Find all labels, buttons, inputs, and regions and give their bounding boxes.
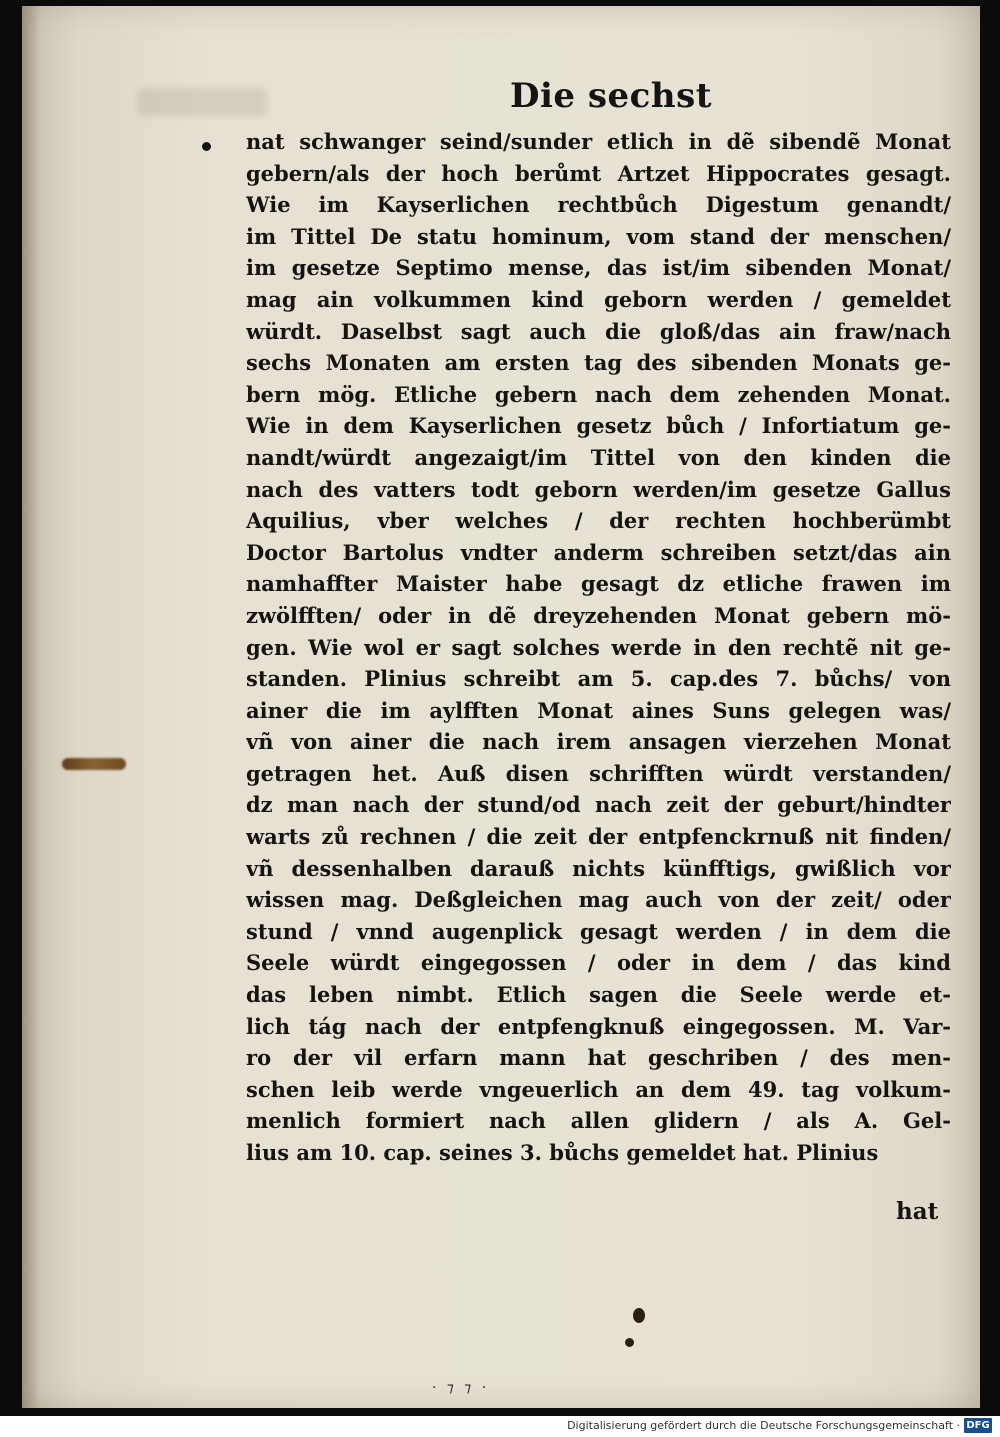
signature-mark: · ⁊ ⁊ · xyxy=(432,1380,490,1396)
text-line: zwölfften/ oder in dẽ dreyzehenden Monat gebern mö- xyxy=(246,602,951,628)
text-line: nach des vatters todt geborn werden/im gesetze Gallus xyxy=(246,476,951,502)
text-line: nandt/würdt angezaigt/im Tittel von den kinden die xyxy=(246,444,951,470)
credit-text: Digitalisierung gefördert durch die Deutsche Forschungsgemeinschaft · xyxy=(567,1419,960,1432)
text-line: würdt. Daselbst sagt auch die gloß/das ain fraw/nach xyxy=(246,318,951,344)
text-line: Doctor Bartolus vndter anderm schreiben setzt/das ain xyxy=(246,539,951,565)
text-line: wissen mag. Deßgleichen mag auch von der zeit/ oder xyxy=(246,887,951,913)
text-line: schen leib werde vngeuerlich an dem 49. tag volkum- xyxy=(246,1076,951,1102)
margin-mark-icon xyxy=(202,142,211,151)
dfg-logo-icon[interactable]: DFG xyxy=(964,1418,992,1433)
ink-spot-small xyxy=(625,1338,634,1347)
text-line: ro der vil erfarn mann hat geschriben / des men- xyxy=(246,1045,951,1071)
text-line: getragen het. Auß disen schrifften würdt verstanden/ xyxy=(246,760,951,786)
text-line: Aquilius, vber welches / der rechten hochberümbt xyxy=(246,508,951,534)
text-line: Wie in dem Kayserlichen gesetz bůch / Infortiatum ge- xyxy=(246,413,951,439)
ink-smudge xyxy=(62,758,126,770)
text-line: vñ von ainer die nach irem ansagen vierzehen Monat xyxy=(246,729,951,755)
text-line: Wie im Kayserlichen rechtbůch Digestum genandt/ xyxy=(246,192,951,218)
text-line: sechs Monaten am ersten tag des sibenden Monats ge- xyxy=(246,350,951,376)
text-line: stund / vnnd augenplick gesagt werden / in dem die xyxy=(246,918,951,944)
text-line: mag ain volkummen kind geborn werden / gemeldet xyxy=(246,286,951,312)
page-gutter-shadow xyxy=(22,6,40,1408)
text-line: warts zů rechnen / die zeit der entpfenckrnuß nit finden/ xyxy=(246,824,951,850)
text-line: gen. Wie wol er sagt solches werde in den rechtẽ nit ge- xyxy=(246,634,951,660)
text-line: lius am 10. cap. seines 3. bůchs gemeldet hat. Plinius xyxy=(246,1140,879,1165)
text-line: gebern/als der hoch berůmt Artzet Hippocrates gesagt. xyxy=(246,160,951,186)
text-line: bern mög. Etliche gebern nach dem zehenden Monat. xyxy=(246,381,951,407)
credit-bar xyxy=(0,1416,1000,1437)
text-line: im Tittel De statu hominum, vom stand der menschen/ xyxy=(246,223,951,249)
ink-spot xyxy=(633,1308,645,1323)
text-line: im gesetze Septimo mense, das ist/im sibenden Monat/ xyxy=(246,255,951,281)
text-line: nat schwanger seind/sunder etlich in dẽ sibendẽ Monat xyxy=(246,129,951,154)
text-line: Seele würdt eingegossen / oder in dem / das kind xyxy=(246,950,951,976)
text-line: menlich formiert nach allen glidern / als A. Gel- xyxy=(246,1108,951,1134)
catchword: hat xyxy=(896,1198,939,1225)
text-line: dz man nach der stund/od nach zeit der geburt/hindter xyxy=(246,792,951,818)
running-head: Die sechst xyxy=(510,76,712,116)
faded-ink-mark xyxy=(137,88,267,116)
text-line: ainer die im aylfften Monat aines Suns gelegen was/ xyxy=(246,697,951,723)
text-line: vñ dessenhalben darauß nichts künfftigs, gwißlich vor xyxy=(246,855,951,881)
text-line: standen. Plinius schreibt am 5. cap.des 7. bůchs/ von xyxy=(246,666,951,692)
text-line: lich tág nach der entpfengknuß eingegossen. M. Var- xyxy=(246,1013,951,1039)
text-line: namhaffter Maister habe gesagt dz etliche frawen im xyxy=(246,571,951,597)
text-line: das leben nimbt. Etlich sagen die Seele werde et- xyxy=(246,982,951,1008)
text-block xyxy=(246,126,951,1169)
